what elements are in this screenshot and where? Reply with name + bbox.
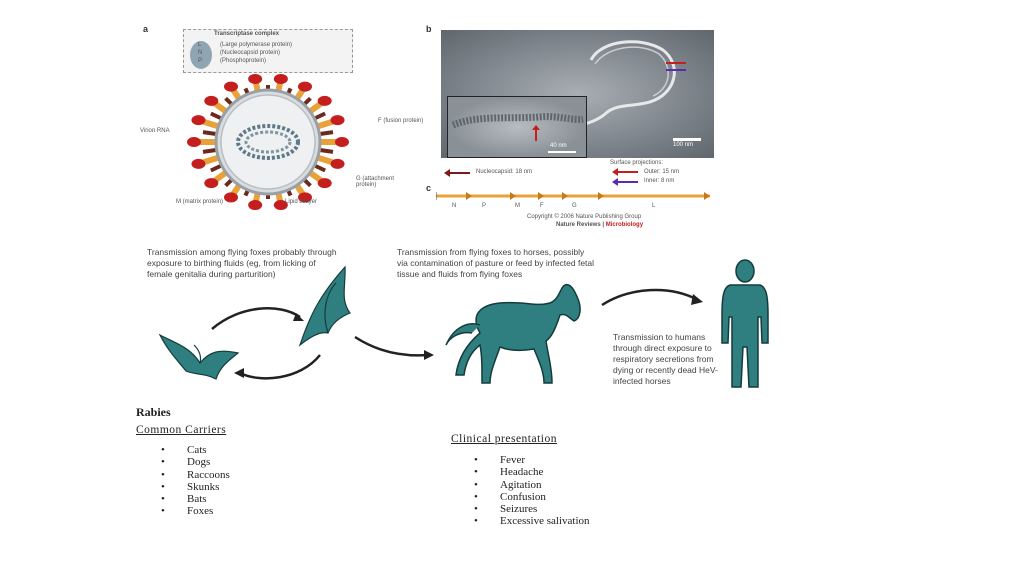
human-icon: [722, 260, 768, 387]
g-spike-head: [248, 74, 262, 84]
rabies-title: Rabies: [136, 405, 171, 419]
g-spike-head: [274, 74, 288, 84]
g-spike-head: [331, 159, 345, 169]
journal-name: Nature Reviews: [556, 222, 601, 228]
list-item: • Confusion: [470, 491, 590, 503]
matrix-layer: [221, 95, 315, 189]
g-spike-head: [318, 178, 332, 188]
panel-b-letter: b: [426, 24, 432, 34]
list-item: • Seizures: [470, 503, 590, 515]
carriers-list: [157, 444, 230, 518]
legend-key-p: P: [198, 58, 203, 64]
outer-scale-label: 100 nm: [673, 142, 694, 148]
inset-scale-label: 40 nm: [550, 143, 567, 149]
nucleocapsid-arrow-icon: [442, 168, 472, 178]
gene-p: P: [482, 203, 487, 209]
label-f-protein: F (fusion protein): [378, 118, 424, 124]
gene-g: G: [572, 203, 577, 209]
legend-title: Transcriptase complex: [214, 31, 280, 37]
g-spike-head: [298, 82, 312, 92]
legend-text-p: (Phosphoprotein): [220, 58, 267, 64]
transcriptase-legend: [183, 29, 353, 73]
list-item: • Foxes: [157, 505, 230, 517]
arrow-to-human: [602, 290, 698, 305]
gene-l: L: [652, 203, 656, 209]
list-item: • Bats: [157, 493, 230, 505]
list-item: • Agitation: [470, 479, 590, 491]
g-spike-head: [187, 137, 201, 147]
humans-caption: Transmission to humans through direct exposure to respiratory secretions from dying or recently dead HeV-infected horses: [613, 332, 718, 386]
carriers-heading: Common Carriers: [136, 424, 227, 436]
copyright: Copyright © 2006 Nature Publishing Group: [527, 214, 642, 220]
list-item: • Cats: [157, 444, 230, 456]
panel-a-letter: a: [143, 24, 149, 34]
transmission-illustration: [150, 255, 790, 405]
list-item: • Fever: [470, 454, 590, 466]
g-spike-head: [191, 159, 205, 169]
g-spike-head: [224, 82, 238, 92]
gene-n: N: [452, 203, 457, 209]
label-m-protein: M (matrix protein): [176, 199, 224, 205]
legend-key-n: N: [198, 50, 203, 56]
legend-text-n: (Nucleocapsid protein): [220, 50, 281, 56]
scale-bar-outer: [673, 138, 701, 141]
clinical-list: [470, 454, 590, 528]
electron-micrograph: [441, 30, 714, 158]
g-spike-head: [191, 115, 205, 125]
inset-micrograph: [447, 96, 587, 158]
gene-f: F: [540, 203, 544, 209]
g-spike-head: [204, 96, 218, 106]
cycle-arrow-bottom: [240, 355, 320, 378]
g-spike-head: [204, 178, 218, 188]
legend-key-l: L: [198, 42, 202, 48]
list-item: • Skunks: [157, 481, 230, 493]
label-lipid: Lipid bilayer: [285, 199, 318, 205]
virion-diagram: [150, 70, 390, 210]
bat-hanging-icon: [160, 335, 238, 379]
g-spike-head: [248, 200, 262, 210]
clinical-heading: Clinical presentation: [451, 433, 557, 445]
cycle-arrow-top: [212, 308, 300, 329]
list-item: • Raccoons: [157, 469, 230, 481]
genome-map: [436, 190, 712, 202]
journal-credit: Nature Reviews | Microbiology: [556, 222, 644, 228]
surface-outer-label: Outer: 15 nm: [644, 169, 680, 175]
g-spike-head: [224, 192, 238, 202]
gene-m: M: [515, 203, 520, 209]
panel-c-letter: c: [426, 183, 432, 193]
surface-title: Surface projections:: [610, 160, 664, 166]
g-spike-head: [318, 96, 332, 106]
bats-caption: Transmission among flying foxes probably through exposure to birthing fluids (eg, from licking of female genitalia during parturition): [147, 247, 337, 279]
list-item: • Headache: [470, 466, 590, 478]
journal-section: Microbiology: [605, 222, 644, 228]
list-item: • Excessive salivation: [470, 515, 590, 527]
horse-icon: [446, 285, 580, 383]
legend-text-l: (Large polymerase protein): [220, 42, 293, 48]
g-spike-head: [331, 115, 345, 125]
horses-caption: Transmission from flying foxes to horses, possibly via contamination of pasture or feed by infected fetal tissue and fluids from flying foxes: [397, 247, 595, 279]
nucleocapsid-label: Nucleocapsid: 18 nm: [476, 169, 533, 175]
g-spike-head: [335, 137, 349, 147]
arrow-to-horse: [355, 337, 428, 355]
surface-inner-label: Inner: 8 nm: [644, 178, 675, 184]
surface-arrows-icon: [610, 168, 640, 188]
label-g-protein: G (attachment protein): [356, 176, 395, 188]
list-item: • Dogs: [157, 456, 230, 468]
label-viral-rna: Virion RNA: [140, 128, 170, 134]
bat-upright-icon: [300, 267, 350, 345]
